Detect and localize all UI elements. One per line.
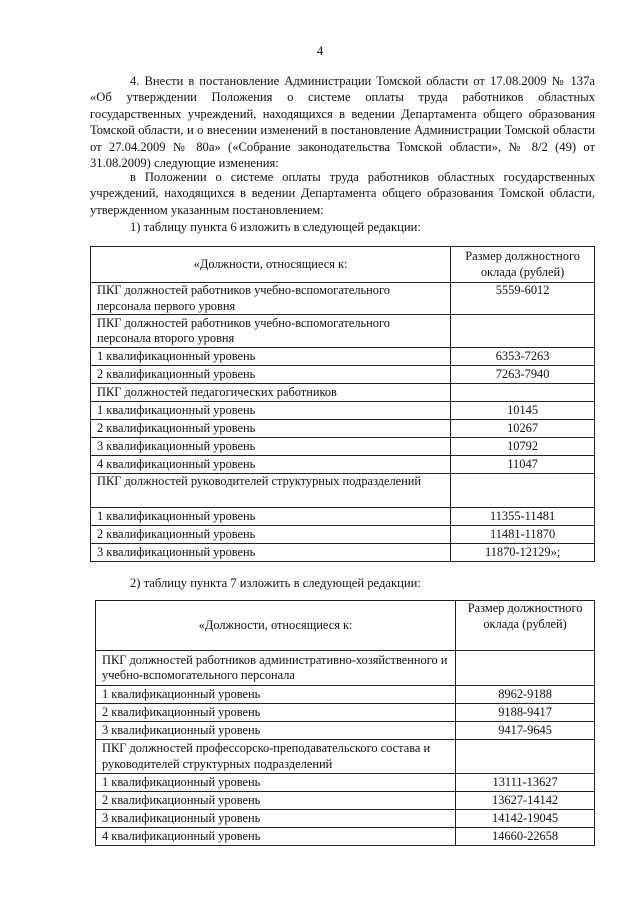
table1-row-label: 4 квалификационный уровень	[91, 456, 451, 474]
table2-row-label: 3 квалификационный уровень	[96, 722, 456, 740]
table2-row-label: 1 квалификационный уровень	[96, 774, 456, 792]
table2-header-salary: Размер должностного оклада (рублей)	[456, 601, 595, 651]
table2-row-value: 14142-19045	[456, 810, 595, 828]
table1-row-label: 1 квалификационный уровень	[91, 508, 451, 526]
table1-row-value: 11355-11481	[451, 508, 595, 526]
table2-row-value: 9188-9417	[456, 704, 595, 722]
paragraph-amendment-intro: 4. Внести в постановление Администрации Томской области от 17.08.2009 № 137а «Об утверждении Положения о системе оплаты труда работников областных государственных учреждений, находящихся в ведении Департамента общего образования Томской области, и о внесении изменений в постановление Администрации Томской области от 27.04.2009 № 80а» («Собрание законодательства Томской области», № 8/2 (49) от 31.08.2009) следующие изменения:	[90, 74, 595, 171]
table1-row-value	[451, 315, 595, 348]
table1-row-value: 10145	[451, 402, 595, 420]
table2-row-value: 13627-14142	[456, 792, 595, 810]
table1-row-value: 7263-7940	[451, 366, 595, 384]
table2-row-value	[456, 651, 595, 686]
table2-row-label: ПКГ должностей работников административно-хозяйственного и учебно-вспомогательного персонала	[96, 651, 456, 686]
table2-row-label: 2 квалификационный уровень	[96, 704, 456, 722]
table1-row-value: 10267	[451, 420, 595, 438]
table1-row-value: 6353-7263	[451, 348, 595, 366]
salary-table-item-6	[90, 246, 595, 562]
table1-row-label: 3 квалификационный уровень	[91, 438, 451, 456]
table2-row-value	[456, 740, 595, 774]
table2-row-label: 4 квалификационный уровень	[96, 828, 456, 846]
table2-row-label: ПКГ должностей профессорско-преподавательского состава и руководителей структурных подразделений	[96, 740, 456, 774]
table2-row-value: 13111-13627	[456, 774, 595, 792]
table1-row-value: 11870-12129»;	[451, 544, 595, 562]
table2-row-label: 1 квалификационный уровень	[96, 686, 456, 704]
table1-row-label: 2 квалификационный уровень	[91, 526, 451, 544]
table1-row-label: 1 квалификационный уровень	[91, 402, 451, 420]
table1-row-label: ПКГ должностей педагогических работников	[91, 384, 451, 402]
table1-row-label: ПКГ должностей руководителей структурных подразделений	[91, 474, 451, 508]
table1-row-value: 11481-11870	[451, 526, 595, 544]
table2-row-value: 9417-9645	[456, 722, 595, 740]
table1-row-value: 11047	[451, 456, 595, 474]
table1-row-value: 5559-6012	[451, 283, 595, 315]
paragraph-table2-intro: 2) таблицу пункта 7 изложить в следующей редакции:	[130, 576, 421, 590]
table1-header-positions: «Должности, относящиеся к:	[91, 247, 451, 283]
table1-row-label: ПКГ должностей работников учебно-вспомогательного персонала второго уровня	[91, 315, 451, 348]
page-number: 4	[316, 43, 324, 58]
salary-table-item-7	[95, 600, 595, 846]
table1-row-label: ПКГ должностей работников учебно-вспомогательного персонала первого уровня	[91, 283, 451, 315]
paragraph-table1-intro: 1) таблицу пункта 6 изложить в следующей редакции:	[130, 220, 421, 234]
paragraph-regulation: в Положении о системе оплаты труда работников областных государственных учреждений, находящихся в ведении Департамента общего образования Томской области, утвержденном указанным постановлением:	[90, 170, 595, 217]
table1-row-value	[451, 474, 595, 508]
table1-row-label: 3 квалификационный уровень	[91, 544, 451, 562]
table2-row-label: 3 квалификационный уровень	[96, 810, 456, 828]
table2-row-label: 2 квалификационный уровень	[96, 792, 456, 810]
table1-row-label: 1 квалификационный уровень	[91, 348, 451, 366]
table1-row-label: 2 квалификационный уровень	[91, 366, 451, 384]
table1-header-salary: Размер должностного оклада (рублей)	[451, 247, 595, 283]
table1-row-value: 10792	[451, 438, 595, 456]
table2-row-value: 8962-9188	[456, 686, 595, 704]
table2-header-positions: «Должности, относящиеся к:	[96, 601, 456, 651]
table1-row-value	[451, 384, 595, 402]
table1-row-label: 2 квалификационный уровень	[91, 420, 451, 438]
table2-row-value: 14660-22658	[456, 828, 595, 846]
